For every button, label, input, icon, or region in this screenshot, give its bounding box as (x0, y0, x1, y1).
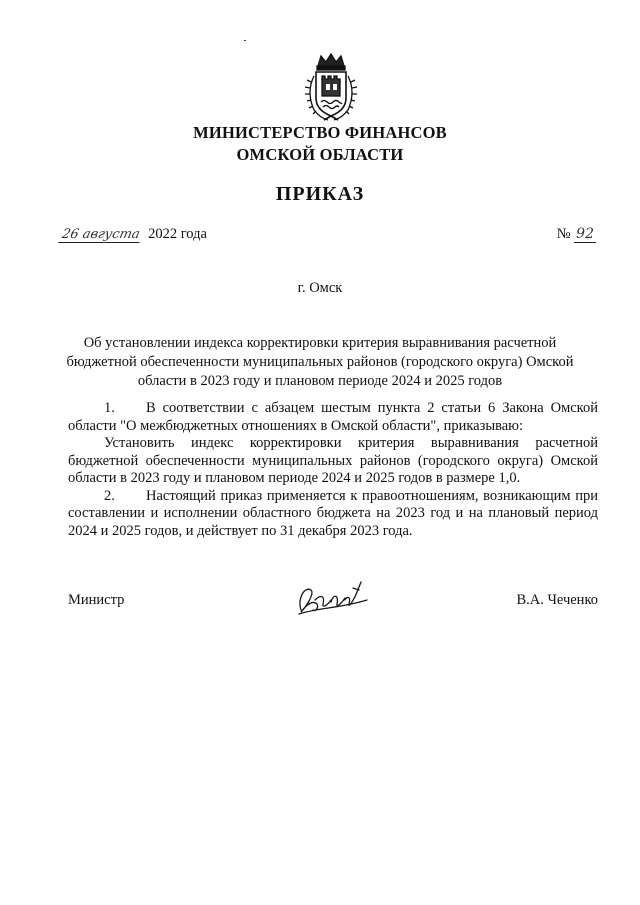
paragraph-1-continuation: Установить индекс корректировки критерия выравнивания расчетной бюджетной обеспеченности муниципальных районов (городского округа) Омской области в 2023 году и плановом периоде 2024 и 2025 годов в размере 1,0. (68, 435, 598, 486)
paragraph-1-text: В соответствии с абзацем шестым пункта 2 статьи 6 Закона Омской области "О межбюджетных отношениях в Омской области", приказываю: (68, 400, 598, 434)
paragraph-1-number: 1. (104, 400, 115, 416)
paragraph-2-number: 2. (104, 487, 115, 504)
handwritten-signature-icon (291, 578, 371, 618)
signer-position: Министр (68, 592, 125, 608)
scan-speck (244, 40, 246, 41)
ministry-name-line1: МИНИСТЕРСТВО ФИНАНСОВ (193, 123, 447, 142)
document-type: ПРИКАЗ (275, 183, 365, 205)
number-prefix: № (556, 226, 571, 242)
city: г. Омск (297, 280, 343, 296)
document-number (557, 226, 596, 243)
ministry-name (0, 122, 640, 166)
document-date (60, 226, 207, 243)
paragraph-2 (68, 488, 598, 541)
document-body (68, 400, 598, 540)
date-suffix: 2022 года (148, 226, 207, 242)
ministry-name-line2: ОМСКОЙ ОБЛАСТИ (236, 145, 404, 164)
paragraph-2-text: Настоящий приказ применяется к правоотношениям, возникающим при составлении и исполнении областного бюджета на 2023 год и на плановый период 2024 и 2025 годов, и действует по 31 декабря 2023 года. (68, 487, 598, 539)
paragraph-1 (68, 400, 598, 435)
omsk-coat-of-arms-icon (302, 52, 360, 124)
document-subject: Об установлении индекса корректировки критерия выравнивания расчетной бюджетной обеспеченности муниципальных районов (городского округа) Омской области в 2023 году и плановом периоде 2024 и 2025 годов (66, 335, 574, 389)
handwritten-date: 26 августа (58, 227, 143, 243)
handwritten-number: 92 (576, 226, 594, 242)
signer-name: В.А. Чеченко (516, 592, 598, 608)
